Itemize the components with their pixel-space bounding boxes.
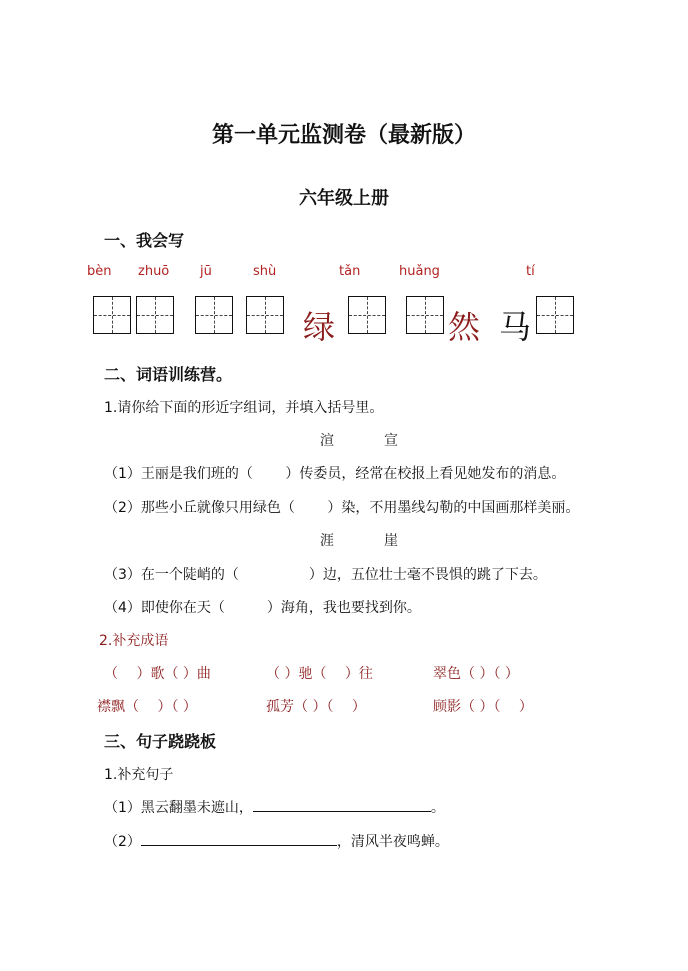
- fill-line-1: （1）王丽是我们班的（ ）传委员，经常在校报上看见她发布的消息。: [104, 466, 566, 482]
- idiom-6: 顾影（ ）（ ）: [433, 699, 533, 715]
- fill-line-3: （3）在一个陡峭的（ ）边，五位壮士毫不畏惧的跳了下去。: [104, 567, 547, 583]
- pinyin-6: huǎng: [399, 264, 440, 279]
- writing-box-1[interactable]: [93, 296, 131, 334]
- fill-line-4: （4）即使你在天（ ）海角，我也要找到你。: [104, 600, 421, 616]
- sentence-1-start: （1）黑云翻墨未遮山，: [104, 800, 253, 816]
- idiom-2: （ ）驰（ ）往: [266, 666, 373, 682]
- sentence-1-blank[interactable]: [253, 797, 431, 812]
- word-pair-2-a: 涯: [320, 533, 334, 549]
- writing-box-3[interactable]: [195, 296, 233, 334]
- writing-box-7[interactable]: [536, 296, 574, 334]
- pinyin-1: bèn: [87, 264, 112, 279]
- word-pair-1-a: 渲: [320, 433, 334, 449]
- section-2-heading: 二、词语训练营。: [104, 365, 233, 384]
- pinyin-3: jū: [200, 264, 212, 279]
- page-subtitle: 六年级上册: [299, 188, 389, 209]
- section-3-heading: 三、句子跷跷板: [104, 732, 217, 751]
- word-pair-2-b: 崖: [384, 533, 398, 549]
- pinyin-2: zhuō: [138, 264, 170, 279]
- fill-line-2: （2）那些小丘就像只用绿色（ ）染，不用墨线勾勒的中国画那样美丽。: [104, 500, 580, 516]
- sentence-line-1: [104, 797, 445, 817]
- writing-box-4[interactable]: [246, 296, 284, 334]
- section-1-heading: 一、我会写: [104, 231, 185, 250]
- sentence-2-start: （2）: [104, 834, 141, 850]
- question-2-2: 2.补充成语: [99, 633, 169, 649]
- sentence-line-2: [104, 831, 449, 851]
- sentence-1-end: 。: [430, 800, 445, 816]
- word-pair-1-b: 宣: [384, 433, 398, 449]
- writing-box-2[interactable]: [136, 296, 174, 334]
- writing-box-6[interactable]: [406, 296, 444, 334]
- char-ma: 马: [499, 308, 532, 346]
- pinyin-7: tí: [526, 264, 535, 279]
- idiom-3: 翠色（ ）（ ）: [433, 666, 519, 682]
- pinyin-4: shù: [253, 264, 277, 279]
- sentence-2-end: ，清风半夜鸣蝉。: [336, 834, 449, 850]
- char-lu: 绿: [303, 308, 336, 346]
- question-2-1: 1.请你给下面的形近字组词，并填入括号里。: [104, 400, 384, 416]
- idiom-5: 孤芳（ ）（ ）: [266, 699, 366, 715]
- idiom-4: 襟飘（ ）（ ）: [97, 699, 197, 715]
- page-title: 第一单元监测卷（最新版）: [211, 123, 476, 148]
- question-3-1: 1.补充句子: [104, 767, 174, 783]
- char-ran: 然: [448, 308, 481, 346]
- idiom-1: （ ）歌（ ）曲: [104, 666, 211, 682]
- writing-box-5[interactable]: [348, 296, 386, 334]
- sentence-2-blank[interactable]: [141, 831, 337, 846]
- pinyin-5: tǎn: [339, 264, 361, 279]
